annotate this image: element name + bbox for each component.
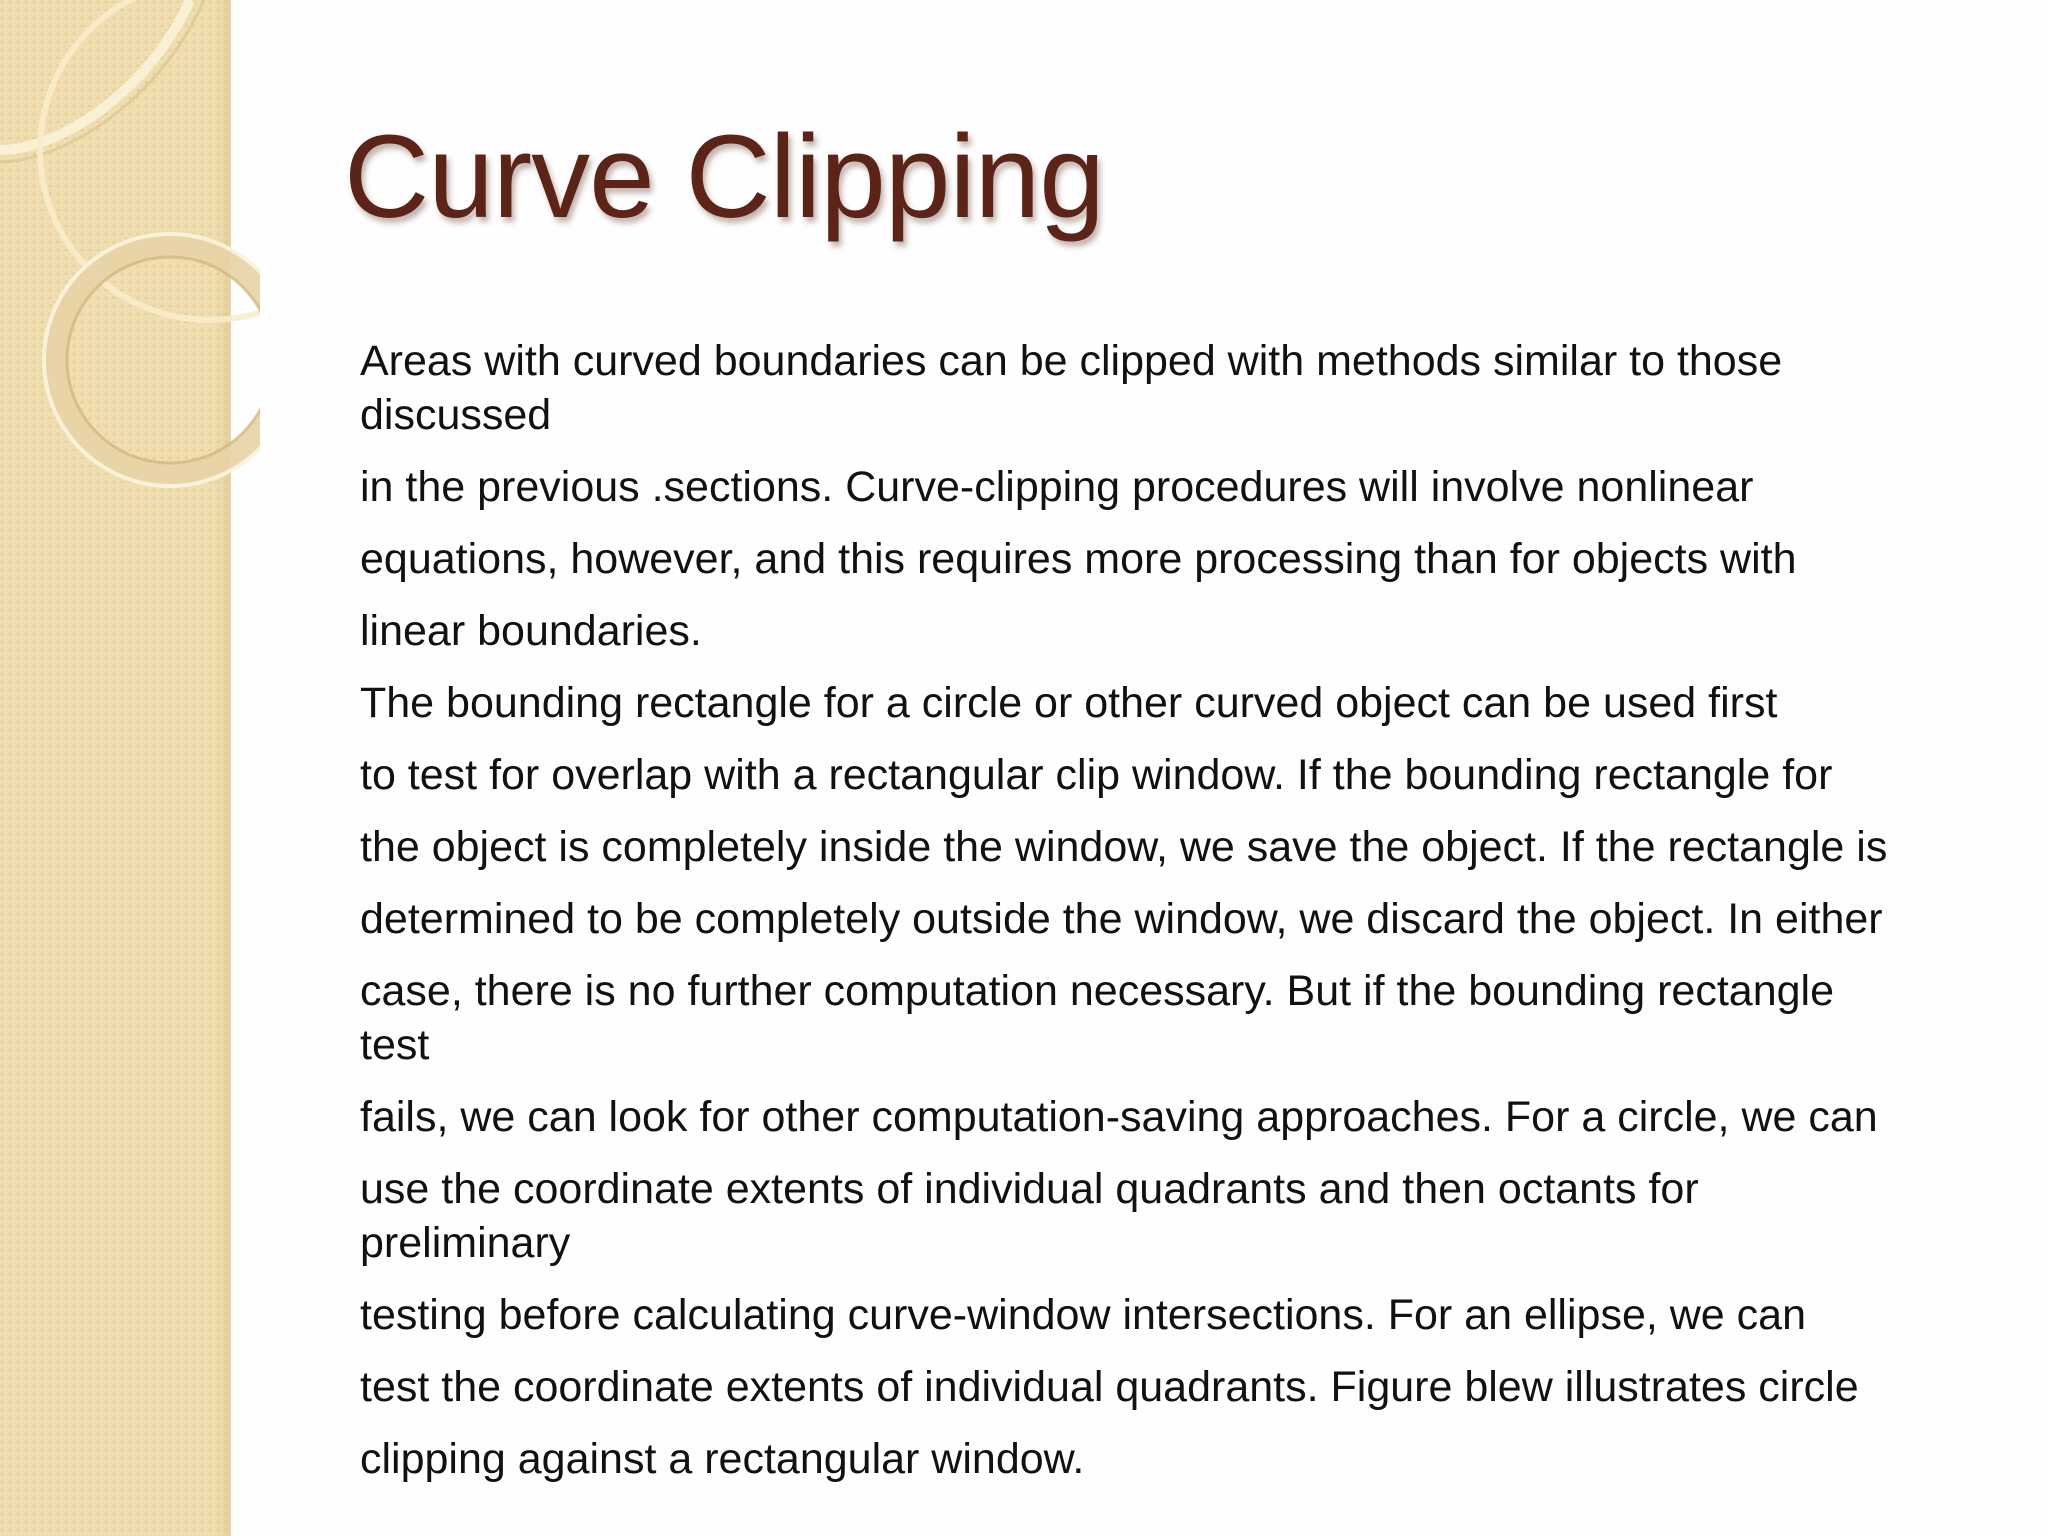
paragraph-continuation: test xyxy=(360,1021,430,1069)
paragraph-line: equations, however, and this requires more processing than for objects with xyxy=(360,535,1797,583)
lower-ring-shadow xyxy=(67,257,260,463)
paragraph-line: use the coordinate extents of individual quadrants and then octants for xyxy=(360,1165,1699,1213)
paragraph-continuation: discussed xyxy=(360,391,552,439)
paragraph-line: in the previous .sections. Curve-clipping procedures will involve nonlinear xyxy=(360,463,1754,511)
paragraph-line: test the coordinate extents of individual quadrants. Figure blew illustrates circle xyxy=(360,1363,1859,1411)
paragraph-line: fails, we can look for other computation-saving approaches. For a circle, we can xyxy=(360,1093,1878,1141)
body-paragraph xyxy=(360,604,2010,658)
body-paragraph xyxy=(360,1162,2010,1270)
body-paragraph xyxy=(360,1090,2010,1144)
body-paragraph xyxy=(360,676,2010,730)
body-paragraph xyxy=(360,334,2010,442)
paragraph-line: linear boundaries. xyxy=(360,607,702,655)
paragraph-line: The bounding rectangle for a circle or other curved object can be used first xyxy=(360,679,1778,727)
body-paragraph xyxy=(360,460,2010,514)
decorative-rings xyxy=(0,0,260,520)
paragraph-line: the object is completely inside the window, we save the object. If the rectangle is xyxy=(360,823,1888,871)
body-paragraph xyxy=(360,748,2010,802)
slide-title: Curve Clipping xyxy=(344,111,1104,243)
slide-body xyxy=(360,334,2010,1504)
paragraph-line: case, there is no further computation necessary. But if the bounding rectangle xyxy=(360,967,1835,1015)
lower-ring xyxy=(55,245,260,475)
body-paragraph xyxy=(360,1360,2010,1414)
body-paragraph xyxy=(360,892,2010,946)
paragraph-continuation: preliminary xyxy=(360,1219,571,1267)
paragraph-line: clipping against a rectangular window. xyxy=(360,1435,1085,1483)
paragraph-line: to test for overlap with a rectangular clip window. If the bounding rectangle for xyxy=(360,751,1833,799)
paragraph-line: testing before calculating curve-window intersections. For an ellipse, we can xyxy=(360,1291,1807,1339)
body-paragraph xyxy=(360,964,2010,1072)
paragraph-line: determined to be completely outside the window, we discard the object. In either xyxy=(360,895,1883,943)
body-paragraph xyxy=(360,532,2010,586)
body-paragraph xyxy=(360,1432,2010,1486)
body-paragraph xyxy=(360,820,2010,874)
body-paragraph xyxy=(360,1288,2010,1342)
paragraph-line: Areas with curved boundaries can be clipped with methods similar to those xyxy=(360,337,1783,385)
